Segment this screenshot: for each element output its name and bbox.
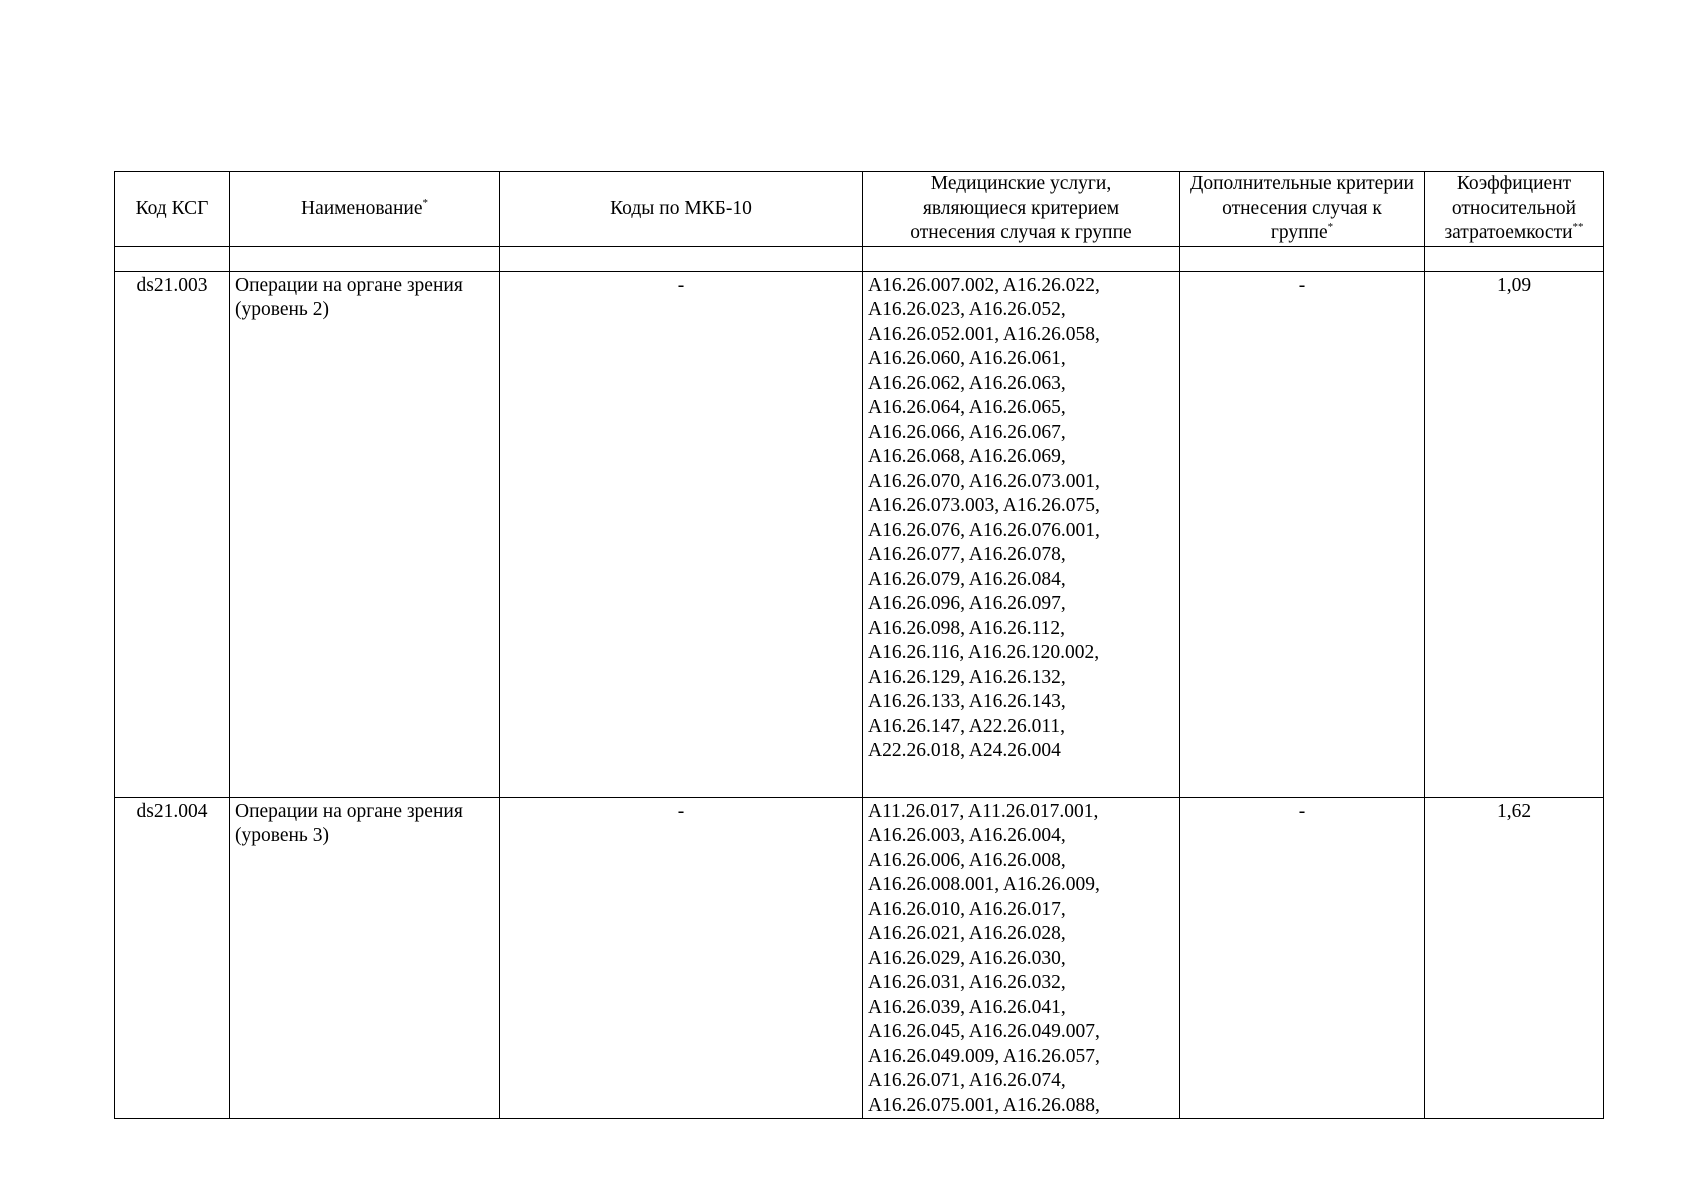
cell-mkb: - [500,797,863,1119]
header-mkb: Коды по МКБ-10 [500,172,863,247]
cell-criteria: - [1180,271,1425,797]
cell-criteria: - [1180,797,1425,1119]
cell-coef: 1,09 [1425,271,1604,797]
header-services: Медицинские услуги, являющиеся критерием отнесения случая к группе [863,172,1180,247]
cell-services: A11.26.017, A11.26.017.001, A16.26.003, A16.26.004, A16.26.006, A16.26.008, A16.26.008.001, A16.26.009, A16.26.010, A16.26.017, A16.26.021, A16.26.028, A16.26.029, A16.26.030, A16.26.031, A16.26.032, A16.26.039, A16.26.041, A16.26.045, A16.26.049.007, A16.26.049.009, A16.26.057, A16.26.071, A16.26.074, A16.26.075.001, A16.26.088, [863,797,1180,1119]
cell-mkb: - [500,271,863,797]
header-code: Код КСГ [115,172,230,247]
header-coef: Коэффициент относительной затратоемкости** [1425,172,1604,247]
cell-name: Операции на органе зрения (уровень 3) [230,797,500,1119]
header-name: Наименование* [230,172,500,247]
header-criteria: Дополнительные критерии отнесения случая к группе* [1180,172,1425,247]
ksg-table [114,171,1604,1119]
cell-code: ds21.004 [115,797,230,1119]
table-row [115,797,1604,1119]
table-header-row [115,172,1604,247]
cell-code: ds21.003 [115,271,230,797]
cell-name: Операции на органе зрения (уровень 2) [230,271,500,797]
empty-spacer-row [115,246,1604,271]
table-row [115,271,1604,797]
cell-services: A16.26.007.002, A16.26.022, A16.26.023, A16.26.052, A16.26.052.001, A16.26.058, A16.26.060, A16.26.061, A16.26.062, A16.26.063, A16.26.064, A16.26.065, A16.26.066, A16.26.067, A16.26.068, A16.26.069, A16.26.070, A16.26.073.001, A16.26.073.003, A16.26.075, A16.26.076, A16.26.076.001, A16.26.077, A16.26.078, A16.26.079, A16.26.084, A16.26.096, A16.26.097, A16.26.098, A16.26.112, A16.26.116, A16.26.120.002, A16.26.129, A16.26.132, A16.26.133, A16.26.143, A16.26.147, A22.26.011, A22.26.018, A24.26.004 [863,271,1180,797]
cell-coef: 1,62 [1425,797,1604,1119]
